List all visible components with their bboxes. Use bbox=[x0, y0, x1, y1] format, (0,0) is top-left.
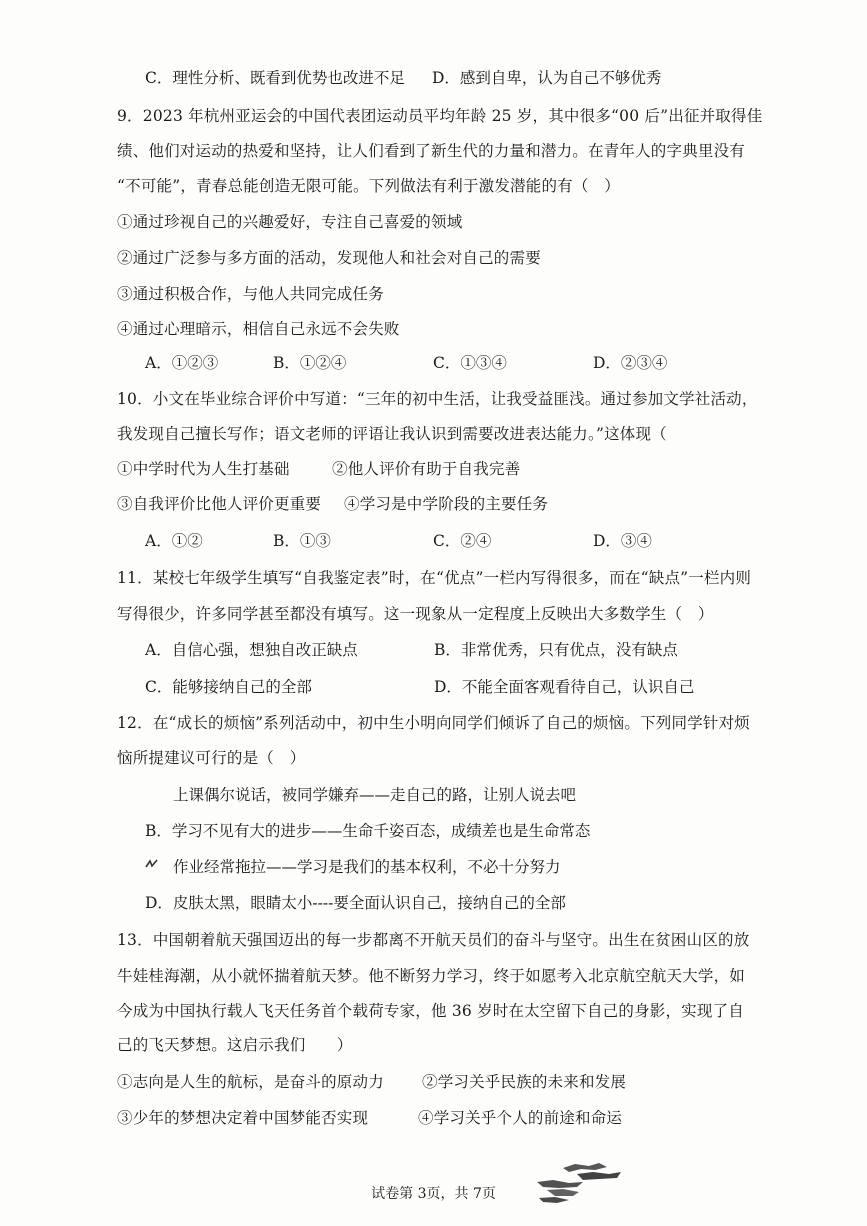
q9-option-b: B．①②④ bbox=[273, 354, 347, 372]
q13-stem-line2: 牛娃桂海潮，从小就怀揣着航天梦。他不断努力学习，终于如愿考入北京航空航天大学，如 bbox=[117, 967, 746, 985]
q11-option-c: C．能够接纳自己的全部 bbox=[145, 678, 312, 696]
q11-option-d: D．不能全面客观看待自己，认识自己 bbox=[434, 678, 695, 696]
page-number-footer: 试卷第 3页，共 7页 bbox=[371, 1186, 496, 1202]
q13-item-4: ④学习关乎个人的前途和命运 bbox=[418, 1109, 623, 1127]
q12-stem-line2: 恼所提建议可行的是（ ） bbox=[117, 749, 306, 767]
q13-stem-line4: 己的飞天梦想。这启示我们 ） bbox=[117, 1036, 353, 1054]
q10-item-4: ④学习是中学阶段的主要任务 bbox=[344, 495, 549, 513]
q13-item-2: ②学习关乎民族的未来和发展 bbox=[422, 1073, 627, 1091]
q9-stem-line1: 9．2023 年杭州亚运会的中国代表团运动员平均年龄 25 岁，其中很多“00 后”出征并取得佳 bbox=[117, 107, 763, 125]
q10-stem-line1: 10．小文在毕业综合评价中写道：“三年的初中生活，让我受益匪浅。通过参加文学社活动， bbox=[117, 390, 758, 408]
q13-item-3: ③少年的梦想决定着中国梦能否实现 bbox=[117, 1109, 369, 1127]
q12-option-c: 作业经常拖拉——学习是我们的基本权利，不必十分努力 bbox=[173, 858, 561, 876]
scan-mark-icon bbox=[145, 858, 159, 870]
q12-stem-line1: 12．在“成长的烦恼”系列活动中，初中生小明向同学们倾诉了自己的烦恼。下列同学针对烦 bbox=[117, 714, 750, 732]
q11-stem-line2: 写得很少，许多同学甚至都没有填写。这一现象从一定程度上反映出大多数学生（ ） bbox=[117, 605, 714, 623]
q12-option-d: D．皮肤太黑，眼睛太小----要全面认识自己，接纳自己的全部 bbox=[145, 894, 566, 912]
q13-stem-line3: 今成为中国执行载人飞天任务首个载荷专家，他 36 岁时在太空留下自己的身影，实现了自 bbox=[117, 1002, 744, 1020]
q9-stem-line2: 绩、他们对运动的热爱和坚持，让人们看到了新生代的力量和潜力。在青年人的字典里没有 bbox=[117, 142, 746, 160]
q9-option-d: D．②③④ bbox=[593, 354, 668, 372]
q13-item-1: ①志向是人生的航标，是奋斗的原动力 bbox=[117, 1073, 384, 1091]
q10-item-3: ③自我评价比他人评价更重要 bbox=[117, 495, 322, 513]
q10-option-b: B．①③ bbox=[273, 532, 331, 550]
q9-item-2: ②通过广泛参与多方面的活动，发现他人和社会对自己的需要 bbox=[117, 249, 541, 267]
q11-option-a: A．自信心强，想独自改正缺点 bbox=[145, 641, 358, 659]
q10-item-2: ②他人评价有助于自我完善 bbox=[332, 460, 521, 478]
q10-option-a: A．①② bbox=[145, 532, 203, 550]
q9-stem-line3: “不可能”，青春总能创造无限可能。下列做法有利于激发潜能的有（ ） bbox=[117, 177, 620, 195]
q10-item-1: ①中学时代为人生打基础 bbox=[117, 460, 290, 478]
q11-stem-line1: 11．某校七年级学生填写“自我鉴定表”时，在“优点”一栏内写得很多，而在“缺点”一栏内则 bbox=[117, 569, 752, 587]
q12-option-a: 上课偶尔说话，被同学嫌弃——走自己的路，让别人说去吧 bbox=[173, 786, 577, 804]
q9-item-1: ①通过珍视自己的兴趣爱好，专注自己喜爱的领域 bbox=[117, 213, 463, 231]
scan-scribble-icon bbox=[533, 1160, 625, 1206]
q8-option-d: D．感到自卑，认为自己不够优秀 bbox=[432, 69, 662, 87]
q10-option-d: D．③④ bbox=[593, 532, 652, 550]
q9-item-4: ④通过心理暗示，相信自己永远不会失败 bbox=[117, 320, 400, 338]
q13-stem-line1: 13．中国朝着航天强国迈出的每一步都离不开航天员们的奋斗与坚守。出生在贫困山区的放 bbox=[117, 931, 750, 949]
q8-option-c: C．理性分析、既看到优势也改进不足 bbox=[145, 69, 405, 87]
q12-option-b: B．学习不见有大的进步——生命千姿百态，成绩差也是生命常态 bbox=[145, 822, 591, 840]
q9-item-3: ③通过积极合作，与他人共同完成任务 bbox=[117, 285, 384, 303]
q9-option-c: C．①③④ bbox=[433, 354, 507, 372]
q11-option-b: B．非常优秀，只有优点，没有缺点 bbox=[434, 641, 678, 659]
q10-stem-line2: 我发现自己擅长写作；语文老师的评语让我认识到需要改进表达能力。”这体现（ bbox=[117, 425, 667, 443]
q9-option-a: A．①②③ bbox=[145, 354, 219, 372]
q10-option-c: C．②④ bbox=[433, 532, 492, 550]
